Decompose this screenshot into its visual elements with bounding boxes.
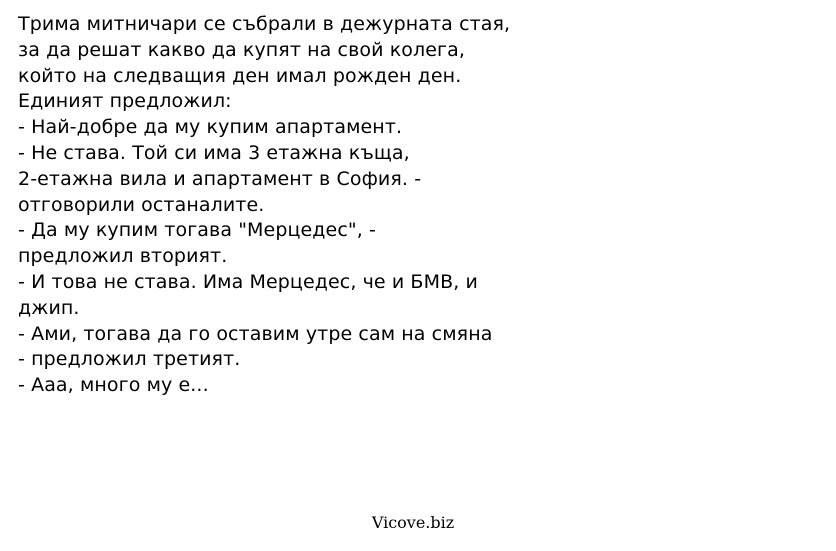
joke-line: предложил вторият. (18, 245, 228, 268)
joke-line: - Ааа, много му е... (18, 374, 209, 397)
site-watermark: Vicove.biz (371, 513, 455, 532)
joke-line: 2-етажна вила и апартамент в София. - (18, 167, 422, 190)
joke-line: Единият предложил: (18, 90, 232, 113)
joke-line: - предложил третият. (18, 348, 241, 371)
joke-line: който на следващия ден имал рожден ден. (18, 64, 462, 87)
joke-text (18, 12, 510, 399)
joke-line: - И това не става. Има Мерцедес, че и БМВ, и (18, 270, 478, 293)
joke-line: Трима митничари се събрали в дежурната стая, (18, 13, 511, 35)
joke-line: - Да му купим тогава "Мерцедес", - (18, 219, 376, 242)
joke-line: - Не става. Той си има 3 етажна къща, (18, 141, 410, 164)
joke-line: отговорили останалите. (18, 193, 265, 216)
joke-line: - Ами, тогава да го оставим утре сам на смяна (18, 322, 493, 345)
joke-line: - Най-добре да му купим апартамент. (18, 116, 403, 139)
joke-line: за да решат какво да купят на свой колега, (18, 38, 466, 61)
joke-line: джип. (18, 296, 80, 319)
